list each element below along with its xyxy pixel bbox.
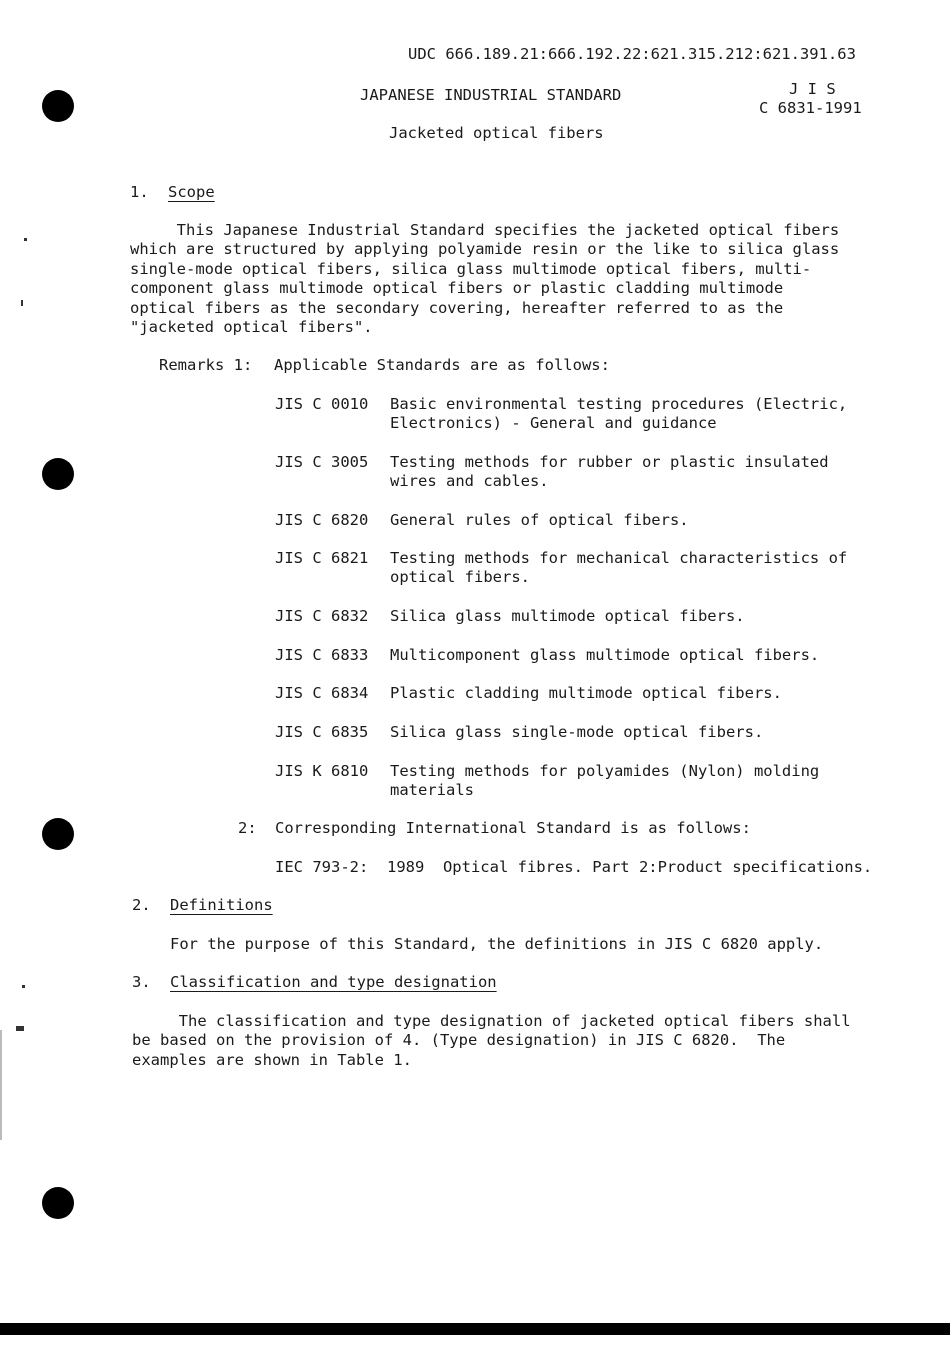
standard-code: JIS C 6834: [275, 684, 369, 702]
paragraph-line: component glass multimode optical fibers or plastic cladding multimode: [130, 279, 784, 298]
scan-speck: [22, 985, 25, 988]
standard-title: Multicomponent glass multimode optical fibers.: [390, 646, 820, 664]
standard-title: General rules of optical fibers.: [390, 511, 689, 529]
standard-title: Electronics) - General and guidance: [390, 414, 717, 432]
scan-speck: [21, 300, 23, 306]
standard-code: JIS C 0010: [275, 395, 369, 413]
standard-title: Plastic cladding multimode optical fibers.: [390, 684, 782, 702]
scan-speck: [24, 238, 27, 241]
section-heading-classification: Classification and type designation: [170, 973, 497, 991]
binder-hole-icon: [42, 458, 74, 490]
standard-title: Silica glass single-mode optical fibers.: [390, 723, 764, 741]
binder-hole-icon: [42, 1187, 74, 1219]
standard-title: Testing methods for rubber or plastic insulated: [390, 453, 829, 471]
standard-code: JIS C 6833: [275, 646, 369, 664]
paragraph-line: The classification and type designation of jacketed optical fibers shall: [132, 1012, 851, 1030]
section-number: 3.: [132, 973, 151, 991]
udc-code: UDC 666.189.21:666.192.22:621.315.212:621.391.63: [408, 45, 856, 63]
binder-hole-icon: [42, 818, 74, 850]
paragraph-line: single-mode optical fibers, silica glass multimode optical fibers, multi-: [130, 259, 812, 278]
standard-code: JIS C 6820: [275, 511, 369, 529]
paragraph-line: which are structured by applying polyamide resin or the like to silica glass: [130, 240, 840, 259]
org-name: JAPANESE INDUSTRIAL STANDARD: [360, 86, 622, 104]
remarks-text: Corresponding International Standard is as follows:: [275, 819, 751, 837]
jis-label: J I S: [789, 80, 836, 98]
paragraph-line: be based on the provision of 4. (Type designation) in JIS C 6820. The: [132, 1031, 786, 1050]
standard-title: Testing methods for mechanical characteristics of: [390, 549, 848, 567]
paragraph-line: This Japanese Industrial Standard specifies the jacketed optical fibers: [130, 221, 840, 239]
document-title: Jacketed optical fibers: [389, 124, 604, 142]
bottom-rule: [0, 1323, 950, 1335]
standard-title: wires and cables.: [390, 472, 549, 490]
standard-number: C 6831-1991: [759, 99, 862, 117]
standard-code: JIS C 3005: [275, 453, 369, 471]
section-heading-scope: Scope: [168, 183, 215, 201]
definitions-text: For the purpose of this Standard, the definitions in JIS C 6820 apply.: [170, 935, 824, 953]
iec-reference: IEC 793-2: 1989 Optical fibres. Part 2:Product specifications.: [275, 858, 873, 876]
remarks-label: 2:: [238, 819, 257, 837]
standard-title: Silica glass multimode optical fibers.: [390, 607, 745, 625]
paragraph-line: optical fibers as the secondary covering, hereafter referred to as the: [130, 298, 784, 317]
section-number: 2.: [132, 896, 151, 914]
standard-title: optical fibers.: [390, 568, 530, 586]
section-number: 1.: [130, 183, 149, 201]
standard-code: JIS C 6835: [275, 723, 369, 741]
section-heading-definitions: Definitions: [170, 896, 273, 914]
remarks-text: Applicable Standards are as follows:: [274, 356, 610, 374]
paragraph-line: examples are shown in Table 1.: [132, 1050, 412, 1069]
standard-title: Basic environmental testing procedures (Electric,: [390, 395, 848, 413]
remarks-label: Remarks 1:: [159, 356, 253, 374]
binder-hole-icon: [42, 90, 74, 122]
scope-paragraph: [130, 221, 839, 337]
standard-code: JIS K 6810: [275, 762, 369, 780]
standard-code: JIS C 6821: [275, 549, 369, 567]
standard-title: Testing methods for polyamides (Nylon) molding: [390, 762, 820, 780]
standard-title: materials: [390, 781, 474, 799]
paragraph-line: "jacketed optical fibers".: [130, 318, 373, 337]
classification-paragraph: [132, 1012, 851, 1070]
scan-edge: [0, 1030, 2, 1140]
standard-code: JIS C 6832: [275, 607, 369, 625]
scan-speck: [16, 1026, 24, 1031]
